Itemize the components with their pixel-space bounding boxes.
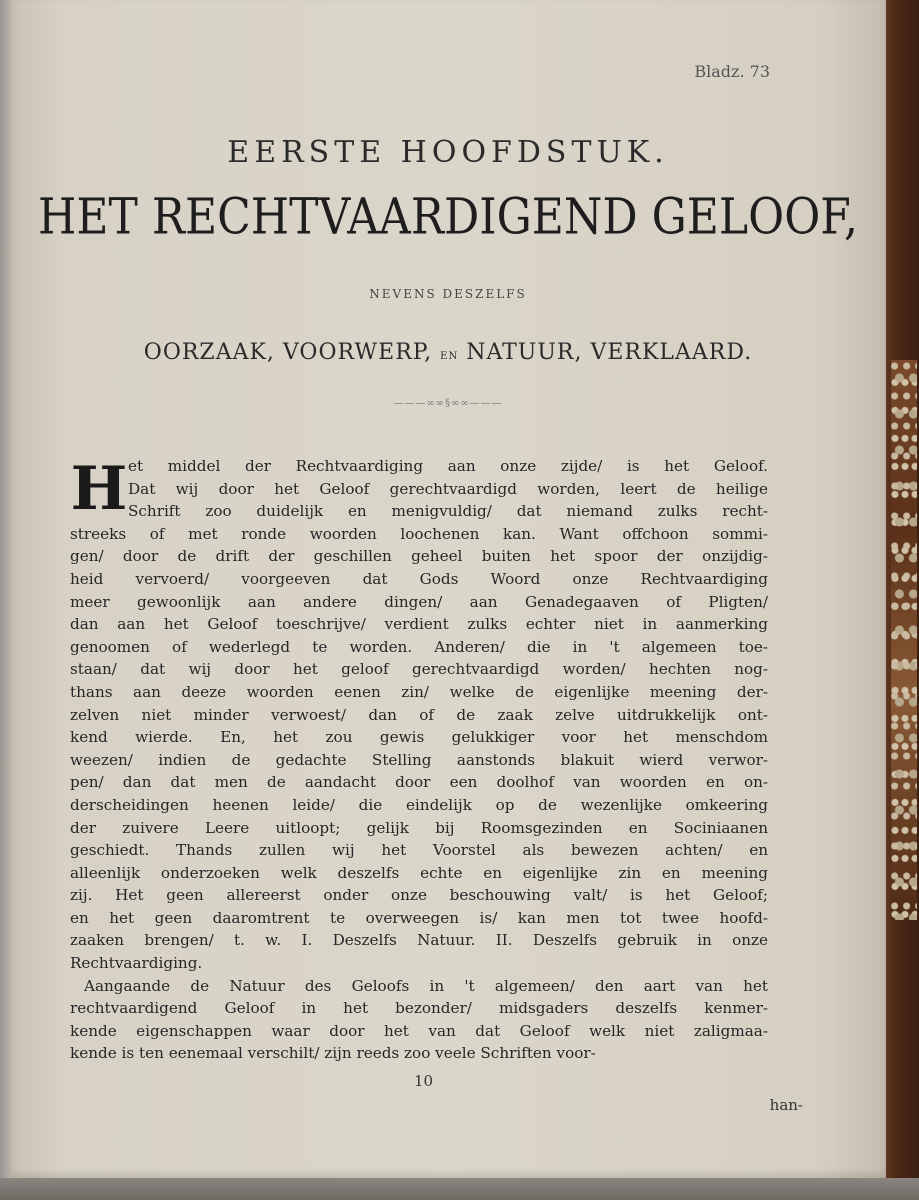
text-line: pen/ dan dat men de aandacht door een doolhof van woorden en on- bbox=[70, 773, 768, 792]
text-line: geschiedt. Thands zullen wij het Voorstel als bewezen achten/ en bbox=[70, 841, 768, 860]
text-line: en het geen daaromtrent te overweegen is/ kan men tot twee hoofd- bbox=[70, 908, 768, 927]
text-line: dan aan het Geloof toeschrijve/ verdient zulks echter niet in aanmerking bbox=[70, 615, 768, 634]
catchword: han- bbox=[769, 1096, 803, 1114]
signature-mark: 10 bbox=[414, 1072, 434, 1090]
text-line: Dat wij door het Geloof gerechtvaardigd worden, leert de heilige bbox=[128, 479, 768, 498]
body-text bbox=[70, 455, 768, 1065]
subtitle-small: NEVENS DESZELFS bbox=[369, 287, 527, 301]
drop-cap: H bbox=[70, 454, 128, 524]
subtitle-part2: NATUUR, VERKLAARD. bbox=[466, 340, 753, 365]
subtitle-main bbox=[10, 340, 886, 365]
text-line: kend wierde. En, het zou gewis gelukkiger voor het menschdom bbox=[70, 728, 768, 747]
text-line: zaaken brengen/ t. w. I. Deszelfs Natuur. II. Deszelfs gebruik in onze bbox=[70, 931, 768, 950]
backdrop-bottom bbox=[0, 1178, 919, 1200]
text-line: gen/ door de drift der geschillen geheel buiten het spoor der onzijdig- bbox=[70, 547, 768, 566]
text-line: kende is ten eenemaal verschilt/ zijn reeds zoo veele Schriften voor- bbox=[70, 1044, 596, 1063]
ornament-divider: ———∞∞§∞∞——— bbox=[393, 398, 503, 409]
marbled-edge bbox=[891, 360, 917, 920]
page-title: HET RECHTVAARDIGEND GELOOF, bbox=[38, 188, 858, 247]
text-line: Schrift zoo duidelijk en menigvuldig/ dat niemand zulks recht- bbox=[128, 502, 768, 521]
text-line: staan/ dat wij door het geloof gerechtvaardigd worden/ hechten nog- bbox=[70, 660, 768, 679]
text-line: weezen/ indien de gedachte Stelling aanstonds blakuit wierd verwor- bbox=[70, 750, 768, 769]
text-line: kende eigenschappen waar door het van dat Geloof welk niet zaligmaa- bbox=[70, 1021, 768, 1040]
text-line: zij. Het geen allereerst onder onze beschouwing valt/ is het Geloof; bbox=[70, 886, 768, 905]
text-line: zelven niet minder verwoest/ dan of de zaak zelve uitdrukkelijk ont- bbox=[70, 705, 768, 724]
text-line: streeks of met ronde woorden loochenen kan. Want offchoon sommi- bbox=[70, 524, 768, 543]
text-line: thans aan deeze woorden eenen zin/ welke de eigenlijke meening der- bbox=[70, 682, 768, 701]
text-line: Aangaande de Natuur des Geloofs in 't algemeen/ den aart van het bbox=[84, 976, 768, 995]
text-line: genoomen of wederlegd te worden. Anderen/ die in 't algemeen toe- bbox=[70, 637, 768, 656]
text-line: der zuivere Leere uitloopt; gelijk bij Roomsgezinden en Sociniaanen bbox=[70, 818, 768, 837]
text-line: Rechtvaardiging. bbox=[70, 954, 203, 973]
text-line: derscheidingen heenen leide/ die eindelijk op de wezenlijke omkeering bbox=[70, 795, 768, 814]
text-line: alleenlijk onderzoeken welk deszelfs echte en eigenlijke zin en meening bbox=[70, 863, 768, 882]
subtitle-part1: OORZAAK, VOORWERP, bbox=[143, 340, 433, 365]
text-line: meer gewoonlijk aan andere dingen/ aan Genadegaaven of Pligten/ bbox=[70, 592, 768, 611]
subtitle-conjunction: EN bbox=[440, 351, 459, 362]
text-line: et middel der Rechtvaardiging aan onze zijde/ is het Geloof. bbox=[128, 457, 768, 475]
text-line: heid vervoerd/ voorgeeven dat Gods Woord onze Rechtvaardiging bbox=[70, 569, 768, 588]
text-line: rechtvaardigend Geloof in het bezonder/ midsgaders deszelfs kenmer- bbox=[70, 999, 768, 1018]
chapter-heading: EERSTE HOOFDSTUK. bbox=[227, 135, 669, 170]
page-number: Bladz. 73 bbox=[694, 62, 770, 81]
book-binding bbox=[881, 0, 919, 1200]
